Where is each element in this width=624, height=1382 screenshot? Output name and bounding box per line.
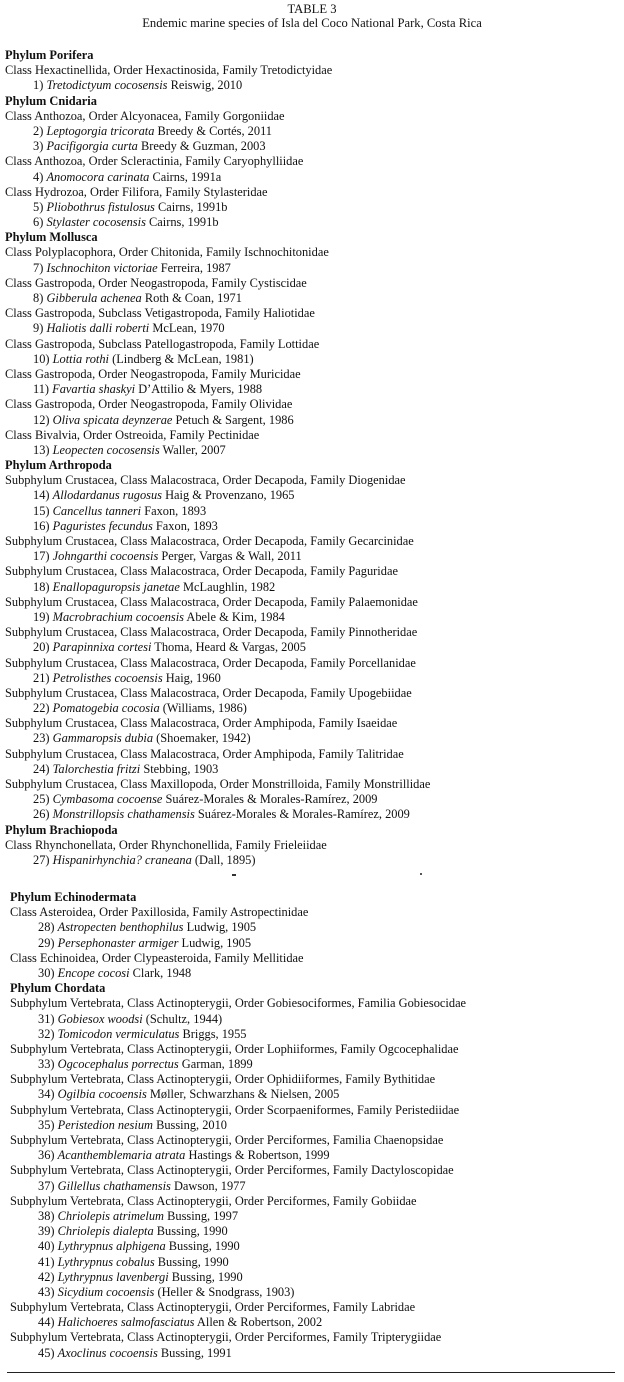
taxonomy-line: Class Hexactinellida, Order Hexactinosida, Family Tretodictyidae	[5, 63, 333, 78]
taxonomy-line: Subphylum Vertebrata, Class Actinopterygii, Order Gobiesociformes, Familia Gobiesocidae	[10, 996, 467, 1011]
species-entry	[0, 1285, 624, 1300]
species-number: 40)	[38, 1239, 55, 1254]
taxonomy-line: Class Gastropoda, Subclass Vetigastropoda, Family Haliotidae	[5, 306, 315, 321]
species-entry	[0, 382, 624, 397]
species-name: Tretodictyum cocosensis	[46, 78, 168, 93]
species-name: Tomicodon vermiculatus	[57, 1026, 180, 1041]
taxonomy-line: Subphylum Crustacea, Class Malacostraca, Order Decapoda, Family Gecarcinidae	[5, 534, 414, 548]
species-entry	[0, 488, 624, 503]
species-authority: (Williams, 1986)	[162, 701, 247, 716]
species-name: Sicydium cocoensis	[57, 1284, 155, 1299]
species-authority: Suárez-Morales & Morales-Ramírez, 2009	[197, 807, 410, 822]
species-number: 31)	[38, 1011, 55, 1026]
taxonomy-line: Subphylum Vertebrata, Class Actinopterygii, Order Ophidiiformes, Family Bythitidae	[10, 1072, 436, 1087]
species-authority: Bussing, 1997	[167, 1208, 239, 1223]
species-number: 5)	[33, 199, 44, 214]
species-number: 38)	[38, 1208, 55, 1223]
species-authority: Bussing, 2010	[156, 1117, 227, 1132]
species-authority: Reiswig, 2010	[170, 78, 243, 93]
species-authority: Møller, Schwarzhans & Nielsen, 2005	[149, 1087, 340, 1102]
species-name: Peristedion nesium	[57, 1117, 153, 1132]
species-number: 1)	[33, 78, 44, 93]
species-number: 45)	[38, 1345, 55, 1360]
species-name: Leptogorgia tricorata	[46, 123, 155, 138]
species-authority: Abele & Kim, 1984	[186, 609, 285, 624]
species-number: 16)	[33, 518, 50, 533]
species-number: 27)	[33, 852, 50, 867]
species-authority: Garman, 1899	[181, 1057, 253, 1072]
species-number: 26)	[33, 807, 50, 822]
species-entry	[0, 443, 624, 458]
species-name: Haliotis dalli roberti	[46, 321, 150, 336]
species-authority: Bussing, 1990	[168, 1239, 240, 1254]
species-authority: Ludwig, 1905	[186, 920, 257, 935]
taxonomy-line: Class Gastropoda, Order Neogastropoda, Family Cystiscidae	[5, 275, 307, 290]
species-name: Ogilbia cocoensis	[57, 1087, 147, 1102]
species-entry	[0, 610, 624, 625]
taxonomy-line: Subphylum Crustacea, Class Malacostraca, Order Amphipoda, Family Isaeidae	[5, 716, 398, 731]
species-name: Cymbasoma cocoense	[52, 792, 163, 807]
species-authority: (Lindberg & McLean, 1981)	[112, 351, 254, 366]
species-number: 18)	[33, 579, 50, 594]
scan-artifact-mark	[232, 874, 236, 876]
phylum-heading: Phylum Chordata	[10, 981, 106, 996]
species-number: 23)	[33, 731, 50, 746]
species-number: 10)	[33, 351, 50, 366]
species-authority: Petuch & Sargent, 1986	[175, 412, 294, 427]
species-authority: Ferreira, 1987	[160, 260, 231, 275]
species-entry	[0, 352, 624, 367]
species-number: 2)	[33, 123, 44, 138]
species-number: 33)	[38, 1057, 55, 1072]
phylum-heading: Phylum Arthropoda	[5, 458, 112, 473]
species-name: Gibberula achenea	[46, 291, 142, 305]
species-number: 28)	[38, 920, 55, 935]
species-entry	[0, 261, 624, 276]
species-authority: Breedy & Guzman, 2003	[140, 139, 266, 154]
taxonomy-line: Subphylum Vertebrata, Class Actinopterygii, Order Lophiiformes, Family Ogcocephalidae	[10, 1041, 459, 1056]
taxonomy-line: Subphylum Crustacea, Class Malacostraca, Order Decapoda, Family Porcellanidae	[5, 655, 416, 670]
taxonomy-line: Class Polyplacophora, Order Chitonida, Family Ischnochitonidae	[5, 245, 329, 260]
species-name: Halichoeres salmofasciatus	[57, 1315, 195, 1330]
species-entry	[0, 1346, 624, 1361]
species-entry	[0, 1087, 624, 1102]
phylum-heading: Phylum Porifera	[5, 48, 94, 62]
species-name: Leopecten cocosensis	[52, 442, 160, 457]
taxonomy-line: Subphylum Vertebrata, Class Actinopterygii, Order Perciformes, Family Gobiidae	[10, 1193, 417, 1208]
species-number: 9)	[33, 321, 44, 336]
species-name: Cancellus tanneri	[52, 503, 142, 518]
taxonomy-line: Class Rhynchonellata, Order Rhynchonellida, Family Frieleiidae	[5, 837, 327, 852]
species-name: Chriolepis dialepta	[57, 1224, 154, 1239]
species-number: 17)	[33, 549, 50, 564]
species-name: Lythrypnus alphigena	[57, 1239, 166, 1254]
table-bottom-rule	[7, 1372, 615, 1373]
species-authority: Cairns, 1991b	[157, 199, 228, 214]
species-name: Acanthemblemaria atrata	[57, 1148, 186, 1163]
taxonomy-line: Subphylum Vertebrata, Class Actinopterygii, Order Perciformes, Family Dactyloscopidae	[10, 1163, 454, 1178]
species-authority: Bussing, 1990	[157, 1254, 229, 1269]
species-name: Anomocora carinata	[46, 169, 150, 184]
table-caption: Endemic marine species of Isla del Coco National Park, Costa Rica	[142, 16, 482, 30]
species-number: 43)	[38, 1284, 55, 1299]
species-entry	[0, 215, 624, 230]
taxonomy-line: Class Hydrozoa, Order Filifora, Family Stylasteridae	[5, 184, 268, 199]
taxonomy-line: Subphylum Vertebrata, Class Actinopterygii, Order Scorpaeniformes, Family Peristediidae	[10, 1102, 460, 1117]
species-entry	[0, 124, 624, 139]
species-authority: (Shoemaker, 1942)	[156, 731, 251, 746]
species-number: 35)	[38, 1117, 55, 1132]
species-authority: (Heller & Snodgrass, 1903)	[157, 1284, 295, 1299]
species-entry	[0, 966, 624, 981]
species-number: 32)	[38, 1026, 55, 1041]
species-name: Lythrypnus cobalus	[57, 1254, 155, 1269]
species-name: Lottia rothi	[52, 351, 109, 366]
species-entry	[0, 671, 624, 686]
species-name: Stylaster cocosensis	[46, 215, 146, 230]
species-name: Favartia shaskyi	[52, 382, 136, 397]
species-entry	[0, 549, 624, 564]
species-name: Monstrillopsis chathamensis	[52, 807, 195, 822]
species-number: 24)	[33, 761, 50, 776]
species-number: 21)	[33, 670, 50, 685]
species-number: 11)	[33, 382, 50, 397]
species-authority: (Dall, 1895)	[194, 852, 256, 867]
species-name: Macrobrachium cocoensis	[52, 609, 184, 624]
scan-artifact-dot	[420, 873, 422, 875]
species-number: 7)	[33, 260, 44, 275]
species-name: Oliva spicata deynzerae	[52, 412, 173, 427]
species-name: Paguristes fecundus	[52, 518, 153, 533]
species-entry	[0, 321, 624, 336]
species-name: Persephonaster armiger	[57, 935, 179, 950]
species-entry	[0, 1224, 624, 1239]
species-name: Johngarthi cocoensis	[52, 549, 159, 564]
species-name: Lythrypnus lavenbergi	[57, 1269, 169, 1284]
taxonomy-line: Class Echinoidea, Order Clypeasteroida, Family Mellitidae	[10, 950, 304, 965]
species-entry	[0, 1270, 624, 1285]
species-authority: Haig & Provenzano, 1965	[165, 488, 295, 503]
species-entry	[0, 1209, 624, 1224]
species-authority: Dawson, 1977	[173, 1178, 246, 1193]
species-entry	[0, 936, 624, 951]
species-entry	[0, 78, 624, 93]
taxonomy-line: Subphylum Vertebrata, Class Actinopterygii, Order Perciformes, Familia Chaenopsidae	[10, 1133, 444, 1147]
taxonomy-line: Class Bivalvia, Order Ostreoida, Family Pectinidae	[5, 427, 260, 442]
species-authority: Roth & Coan, 1971	[144, 291, 242, 305]
species-authority: Faxon, 1893	[155, 518, 218, 533]
species-number: 15)	[33, 503, 50, 518]
species-name: Chriolepis atrimelum	[57, 1208, 164, 1223]
species-number: 39)	[38, 1224, 55, 1239]
species-authority: Clark, 1948	[132, 965, 192, 980]
phylum-heading: Phylum Mollusca	[5, 230, 98, 245]
species-name: Axoclinus cocoensis	[57, 1345, 158, 1360]
species-number: 41)	[38, 1254, 55, 1269]
species-entry	[0, 1239, 624, 1254]
species-number: 25)	[33, 792, 50, 807]
species-name: Ischnochiton victoriae	[46, 260, 158, 275]
species-number: 34)	[38, 1087, 55, 1102]
species-authority: Cairns, 1991a	[152, 169, 222, 184]
species-authority: Bussing, 1990	[156, 1224, 228, 1239]
table-header	[0, 2, 624, 30]
species-name: Pomatogebia cocosia	[52, 701, 160, 716]
species-number: 37)	[38, 1178, 55, 1193]
species-entry	[0, 200, 624, 215]
species-number: 20)	[33, 640, 50, 655]
species-entry	[0, 762, 624, 777]
species-authority: Briggs, 1955	[182, 1026, 247, 1041]
species-name: Gammaropsis dubia	[52, 731, 154, 746]
species-number: 6)	[33, 215, 44, 230]
species-name: Talorchestia fritzi	[52, 761, 141, 776]
species-list-part-2	[0, 890, 624, 1361]
species-number: 36)	[38, 1148, 55, 1163]
species-number: 29)	[38, 935, 55, 950]
taxonomy-line: Subphylum Crustacea, Class Malacostraca, Order Decapoda, Family Palaemonidae	[5, 594, 418, 609]
species-entry	[0, 139, 624, 154]
species-authority: McLaughlin, 1982	[182, 579, 276, 594]
species-authority: Breedy & Cortés, 2011	[157, 123, 272, 138]
species-name: Ogcocephalus porrectus	[57, 1057, 179, 1072]
taxonomy-line: Class Asteroidea, Order Paxillosida, Family Astropectinidae	[10, 905, 309, 920]
species-number: 3)	[33, 139, 44, 154]
species-authority: Stebbing, 1903	[143, 761, 219, 776]
species-number: 13)	[33, 442, 50, 457]
species-name: Astropecten benthophilus	[57, 920, 184, 935]
species-name: Hispanirhynchia? craneana	[52, 852, 192, 867]
species-name: Parapinnixa cortesi	[52, 640, 152, 655]
taxonomy-line: Subphylum Vertebrata, Class Actinopterygii, Order Perciformes, Family Tripterygiidae	[10, 1330, 442, 1345]
species-authority: Waller, 2007	[162, 442, 226, 457]
species-name: Gillellus chathamensis	[57, 1178, 171, 1193]
species-entry	[0, 291, 624, 306]
species-name: Pacifigorgia curta	[46, 139, 138, 154]
species-authority: Haig, 1960	[165, 670, 221, 685]
taxonomy-line: Subphylum Crustacea, Class Malacostraca, Order Decapoda, Family Upogebiidae	[5, 685, 412, 700]
species-number: 22)	[33, 701, 50, 716]
species-entry	[0, 580, 624, 595]
species-entry	[0, 413, 624, 428]
species-authority: Suárez-Morales & Morales-Ramírez, 2009	[165, 792, 378, 807]
species-entry	[0, 519, 624, 534]
species-authority: (Schultz, 1944)	[145, 1011, 223, 1026]
species-entry	[0, 920, 624, 935]
species-list-part-1	[0, 48, 624, 868]
species-entry	[0, 504, 624, 519]
species-entry	[0, 807, 624, 822]
taxonomy-line: Subphylum Vertebrata, Class Actinopterygii, Order Perciformes, Family Labridae	[10, 1300, 416, 1315]
species-authority: Ludwig, 1905	[181, 935, 252, 950]
species-entry	[0, 1027, 624, 1042]
species-entry	[0, 731, 624, 746]
species-number: 44)	[38, 1315, 55, 1330]
species-number: 4)	[33, 169, 44, 184]
species-entry	[0, 792, 624, 807]
species-entry	[0, 1148, 624, 1163]
species-name: Pliobothrus fistulosus	[46, 199, 155, 214]
species-entry	[0, 1255, 624, 1270]
taxonomy-line: Subphylum Crustacea, Class Malacostraca, Order Amphipoda, Family Talitridae	[5, 746, 404, 761]
species-name: Gobiesox woodsi	[57, 1011, 143, 1026]
species-number: 30)	[38, 965, 55, 980]
species-authority: Cairns, 1991b	[149, 215, 219, 230]
taxonomy-line: Class Anthozoa, Order Alcyonacea, Family Gorgoniidae	[5, 108, 285, 123]
phylum-heading: Phylum Brachiopoda	[5, 822, 118, 837]
phylum-heading: Phylum Echinodermata	[10, 890, 137, 904]
species-number: 12)	[33, 412, 50, 427]
taxonomy-line: Class Anthozoa, Order Scleractinia, Family Caryophylliidae	[5, 154, 304, 169]
table-number: TABLE 3	[287, 2, 337, 16]
species-entry	[0, 853, 624, 868]
species-number: 19)	[33, 609, 50, 624]
taxonomy-line: Subphylum Crustacea, Class Maxillopoda, Order Monstrilloida, Family Monstrillidae	[5, 777, 431, 791]
species-authority: Hastings & Robertson, 1999	[188, 1148, 330, 1163]
phylum-heading: Phylum Cnidaria	[5, 93, 97, 108]
species-entry	[0, 1012, 624, 1027]
species-authority: D’Attilio & Myers, 1988	[138, 382, 263, 397]
species-number: 14)	[33, 488, 50, 503]
taxonomy-line: Subphylum Crustacea, Class Malacostraca, Order Decapoda, Family Paguridae	[5, 564, 398, 579]
taxonomy-line: Class Gastropoda, Order Neogastropoda, Family Olividae	[5, 397, 293, 412]
species-name: Encope cocosi	[57, 965, 130, 980]
taxonomy-line: Subphylum Crustacea, Class Malacostraca, Order Decapoda, Family Diogenidae	[5, 473, 406, 488]
species-number: 8)	[33, 291, 44, 305]
taxonomy-line: Subphylum Crustacea, Class Malacostraca, Order Decapoda, Family Pinnotheridae	[5, 625, 418, 640]
species-authority: Faxon, 1893	[144, 503, 207, 518]
species-number: 42)	[38, 1269, 55, 1284]
taxonomy-line: Class Gastropoda, Subclass Patellogastropoda, Family Lottidae	[5, 336, 320, 351]
species-authority: Bussing, 1991	[160, 1345, 232, 1360]
species-entry	[0, 701, 624, 716]
species-authority: Thoma, Heard & Vargas, 2005	[154, 640, 306, 655]
species-authority: Allen & Robertson, 2002	[196, 1315, 323, 1330]
species-entry	[0, 1057, 624, 1072]
species-entry	[0, 1179, 624, 1194]
species-entry	[0, 1315, 624, 1330]
species-authority: Perger, Vargas & Wall, 2011	[161, 549, 302, 564]
species-entry	[0, 1118, 624, 1133]
species-entry	[0, 170, 624, 185]
species-name: Enallopaguropsis janetae	[52, 579, 180, 594]
species-authority: McLean, 1970	[152, 321, 225, 336]
taxonomy-line: Class Gastropoda, Order Neogastropoda, Family Muricidae	[5, 366, 301, 381]
species-authority: Bussing, 1990	[171, 1269, 243, 1284]
species-name: Allodardanus rugosus	[52, 488, 162, 503]
species-entry	[0, 640, 624, 655]
species-name: Petrolisthes cocoensis	[52, 670, 163, 685]
